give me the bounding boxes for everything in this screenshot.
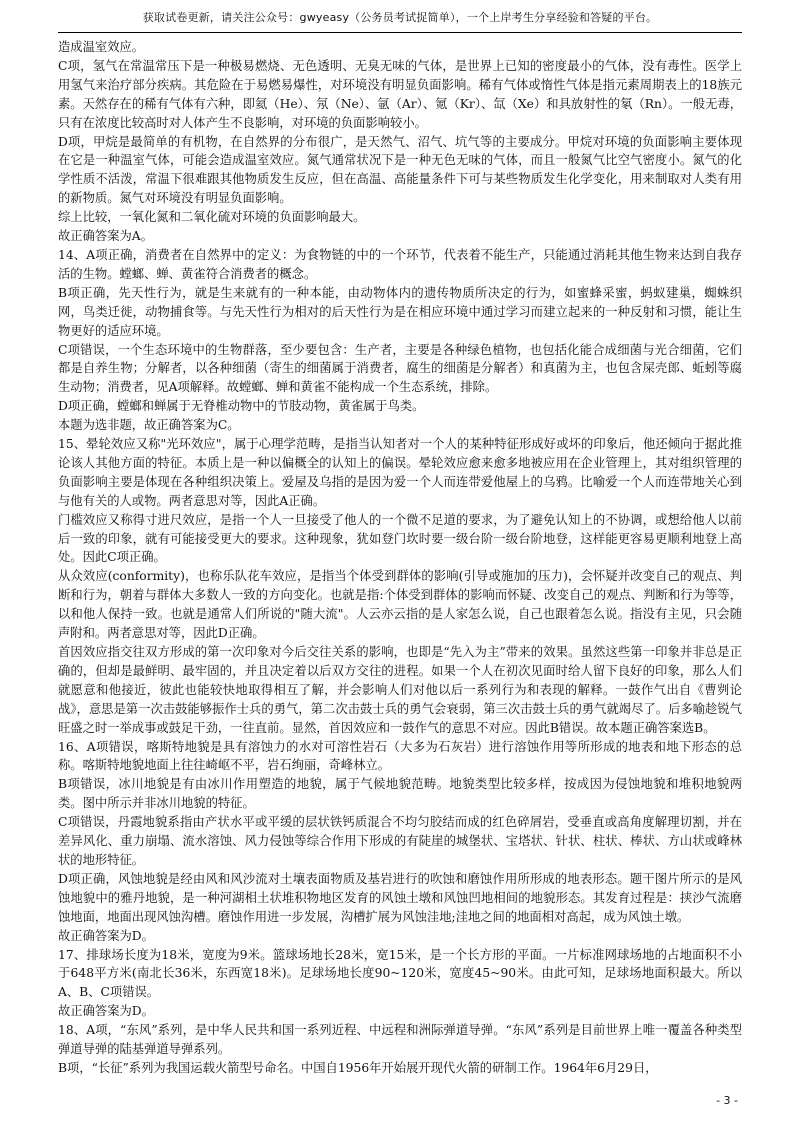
paragraph: D项正确，螳螂和蝉属于无脊椎动物中的节肢动物，黄雀属于鸟类。 [58,399,425,414]
paragraph: D项正确，风蚀地貌是经由风和风沙流对土壤表面物质及基岩进行的吹蚀和磨蚀作用所形成的地表形态。题干图片所示的是风蚀地貌中的雅丹地貌，是一种河湖相土状堆积物地区发育的风蚀土墩和风蚀凹地相间的地貌形态。其发育过程是：挟沙气流磨蚀地面，地面出现风蚀沟槽。磨蚀作用进一步发展，沟槽扩展为风蚀洼地;洼地之间的地面相对高起，成为风蚀土墩。 [58,871,742,924]
paragraph: 门槛效应又称得寸进尺效应，是指一个人一旦接受了他人的一个微不足道的要求，为了避免认知上的不协调，或想给他人以前后一致的印象，就有可能接受更大的要求。这种现象，犹如登门坎时要一级台阶一级台阶地登，这样能更容易更顺利地登上高处。因此C项正确。 [58,512,742,565]
paragraph: 故正确答案为D。 [58,1004,154,1019]
paragraph: C项，氢气在常温常压下是一种极易燃烧、无色透明、无臭无味的气体，是世界上已知的密度最小的气体，没有毒性。医学上用氢气来治疗部分疾病。其危险在于易燃易爆性，对环境没有明显负面影响。稀有气体或惰性气体是指元素周期表上的18族元素。天然存在的稀有气体有六种，即氦（He）、氖（Ne）、氩（Ar）、氪（Kr）、氙（Xe）和具放射性的氡（Rn）。一般无毒，只有在浓度比较高时对人体产生不良影响，对环境的负面影响较小。 [58,58,742,130]
header-notice: 获取试卷更新，请关注公众号：gwyeasy（公务员考试捉简单），一个上岸考生分享经验和答疑的平台。 [142,11,658,24]
paragraph: 16、A项错误，喀斯特地貌是具有溶蚀力的水对可溶性岩石（大多为石灰岩）进行溶蚀作用等所形成的地表和地下形态的总称。喀斯特地貌地面上往往崎岖不平，岩石绚丽，奇峰林立。 [58,739,742,773]
paragraph: 18、A项，“东风”系列，是中华人民共和国一系列近程、中远程和洲际弹道导弹。“东风”系列是目前世界上唯一覆盖各种类型弹道导弹的陆基弹道导弹系列。 [58,1023,742,1057]
document-body [58,38,742,1078]
paragraph: 造成温室效应。 [58,40,145,54]
paragraph: 故正确答案为D。 [58,928,154,943]
paragraph: C项错误，丹霞地貌系指由产状水平或平缓的层状铁钙质混合不均匀胶结而成的红色碎屑岩，受垂直或高角度解理切割，并在差异风化、重力崩塌、流水溶蚀、风力侵蚀等综合作用下形成的有陡崖的城堡状、宝塔状、针状、柱状、棒状、方山状或峰林状的地形特征。 [58,815,742,867]
paragraph: 本题为选非题，故正确答案为C。 [58,418,240,433]
paragraph: 故正确答案为A。 [58,229,153,244]
paragraph: 综上比较，一氧化氮和二氧化硫对环境的负面影响最大。 [58,210,366,225]
paragraph: 14、A项正确，消费者在自然界中的定义：为食物链的中的一个环节，代表着不能生产，只能通过消耗其他生物来达到自我存活的生物。螳螂、蝉、黄雀符合消费者的概念。 [58,247,742,281]
paragraph: B项正确，先天性行为，就是生来就有的一种本能，由动物体内的遗传物质所决定的行为，如蜜蜂采蜜，蚂蚁建巢，蜘蛛织网，鸟类迁徙，动物捕食等。与先天性行为相对的后天性行为是在相应环境中通过学习而建立起来的一种反射和习惯，能让生物更好的适应环境。 [58,285,742,338]
paragraph: D项，甲烷是最简单的有机物，在自然界的分布很广，是天然气、沼气、坑气等的主要成分。甲烷对环境的负面影响主要体现在它是一种温室气体，可能会造成温室效应。氮气通常状况下是一种无色无味的气体，而且一般氮气比空气密度小。氮气的化学性质不活泼，常温下很难跟其他物质发生反应，但在高温、高能量条件下可与某些物质发生化学变化，用来制取对人类有用的新物质。氮气对环境没有明显负面影响。 [58,134,742,206]
paragraph: B项错误，冰川地貌是有由冰川作用塑造的地貌，属于气候地貌范畴。地貌类型比较多样，按成因为侵蚀地貌和堆积地貌两类。图中所示并非冰川地貌的特征。 [58,777,742,811]
paragraph: 15、晕轮效应又称"光环效应"，属于心理学范畴，是指当认知者对一个人的某种特征形成好或坏的印象后，他还倾向于据此推论该人其他方面的特征。本质上是一种以偏概全的认知上的偏误。晕轮效应愈来愈多地被应用在企业管理上，其对组织管理的负面影响主要是体现在各种组织决策上。爱屋及乌指的是因为爱一个人而连带爱他屋上的乌鸦。比喻爱一个人而连带地关心到与他有关的人或物。两者意思对等，因此A正确。 [58,437,742,508]
paragraph: 首因效应指交往双方形成的第一次印象对今后交往关系的影响，也即是“先入为主”带来的效果。虽然这些第一印象并非总是正确的，但却是最鲜明、最牢固的，并且决定着以后双方交往的进程。如果一个人在初次见面时给人留下良好的印象，那么人们就愿意和他接近，彼此也能较快地取得相互了解，并会影响人们对他以后一系列行为和表现的解释。一鼓作气出自《曹刿论战》，意思是第一次击鼓能够振作士兵的勇气，第二次击鼓士兵的勇气会衰弱，第三次击鼓士兵的勇气就竭尽了。后多喻趁锐气旺盛之时一举成事或鼓足干劲，一往直前。显然，首因效应和一鼓作气的意思不对应。因此B错误。故本题正确答案选B。 [58,645,742,735]
page-number: - 3 - [716,1094,738,1107]
paragraph: 从众效应(conformity)，也称乐队花车效应，是指当个体受到群体的影响(引导或施加的压力)，会怀疑并改变自己的观点、判断和行为，朝着与群体大多数人一致的方向变化。也就是指:个体受到群体的影响而怀疑、改变自己的观点、判断和行为等等，以和他人保持一致。也就是通常人们所说的"随大流"。人云亦云指的是人家怎么说，自己也跟着怎么说。指没有主见，只会随声附和。两者意思对等，因此D正确。 [58,569,742,641]
page-header [58,6,742,33]
paragraph: C项错误，一个生态环境中的生物群落，至少要包含：生产者，主要是各种绿色植物，也包括化能合成细菌与光合细菌，它们都是自养生物；分解者，以各种细菌（寄生的细菌属于消费者，腐生的细菌是分解者）和真菌为主，也包含屎壳郎、蚯蚓等腐生动物；消费者，见A项解释。故螳螂、蝉和黄雀不能构成一个生态系统，排除。 [58,342,742,395]
paragraph: 17、排球场长度为18米，宽度为9米。篮球场地长28米，宽15米，是一个长方形的平面。一片标准网球场地的占地面积不小于648平方米(南北长36米，东西宽18米)。足球场地长度90~120米，宽度45~90米。由此可知，足球场地面积最大。所以A、B、C项错误。 [58,947,742,1000]
paragraph: B项，“长征”系列为我国运载火箭型号命名。中国自1956年开始展开现代火箭的研制工作。1964年6月29日， [58,1060,658,1075]
